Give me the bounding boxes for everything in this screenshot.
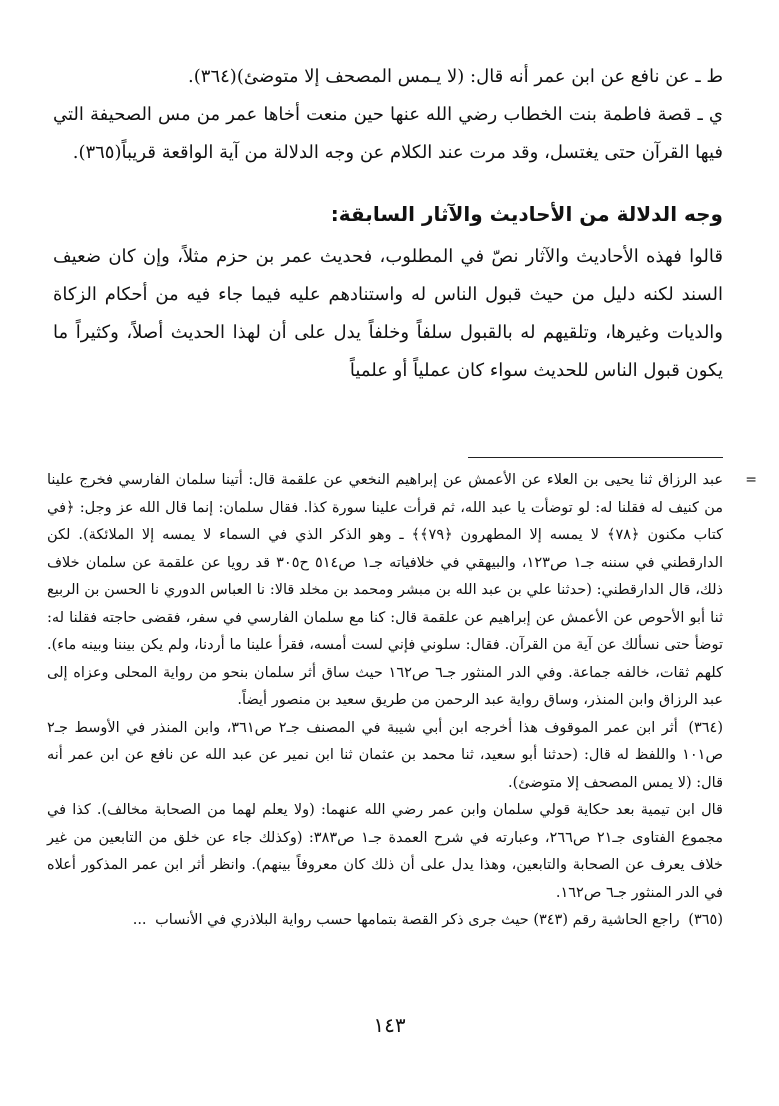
footnote-separator <box>468 457 723 458</box>
paragraph-ya: ي ـ قصة فاطمة بنت الخطاب رضي الله عنها حين منعت أخاها عمر من مس الصحيفة التي فيها القرآن حتى يغتسل، وقد مرت عند الكلام عن وجه الدلالة من آية الواقعة قريباً(٣٦٥). <box>53 104 723 163</box>
footnote-364-continued <box>47 797 723 907</box>
footnote-364-text-2: قال ابن تيمية بعد حكاية قولي سلمان وابن عمر رضي الله عنهما: (ولا يعلم لهما من الصحابة مخالف). كذا في مجموع الفتاوى جـ٢١ ص٢٦٦، وعبارته في شرح العمدة جـ١ ص٣٨٣: (وكذلك جاء عن خلق من التابعين من غير خلاف يعرف عن الصحابة والتابعين، وهذا يدل على أن ذلك كان معروفاً بينهم). وانظر أثر ابن عمر المذكور أعلاه في الدر المنثور جـ٦ ص١٦٢. <box>47 802 723 901</box>
footnote-365-number: (٣٦٥) <box>688 912 723 928</box>
footnotes-block <box>47 467 757 935</box>
section-heading: وجه الدلالة من الأحاديث والآثار السابقة: <box>330 202 723 226</box>
footnote-continued-text: عبد الرزاق ثنا يحيى بن العلاء عن الأعمش عن إبراهيم النخعي عن علقمة قال: أتينا سلمان الفارسي فخرج علينا من كنيف له فقلنا له: لو توضأت يا عبد الله، ثم قرأت علينا سورة كذا. فقال سلمان: إنما قال الله عز وجل: ﴿في كتاب مكنون ﴿٧٨﴾ لا يمسه إلا المطهرون ﴿٧٩﴾﴾ ـ وهو الذكر الذي في السماء لا يمسه إلا الملائكة). لكن الدارقطني في سننه جـ١ ص١٢٣، والبيهقي في خلافياته جـ١ ص٥١٤ ح٣٠٥ قد رويا عن علقمة عن سلمان خلاف ذلك، قال الدارقطني: (حدثنا علي بن عبد الله بن مبشر ومحمد بن مخلد قالا: نا العباس الدوري نا الحسن بن الربيع ثنا أبو الأحوص عن الأعمش عن إبراهيم عن علقمة قال: كنا مع سلمان الفارسي في سفر، فقضى حاجته فقلنا له: توضأ حتى نسألك عن آية من القرآن. فقال: سلوني فإني لست أمسه، فقرأ علينا ما أردنا، ولم يكن بيننا وبينه ماء). كلهم ثقات، خالفه جماعة. وفي الدر المنثور جـ٦ ص١٦٢ حيث ساق أثر سلمان بنحو من رواية المحلى وعزاه إلى عبد الرزاق وابن المنذر، وساق رواية عبد الرحمن من طريق سعيد بن منصور أيضاً. <box>47 472 724 708</box>
footnote-364-text: أثر ابن عمر الموقوف هذا أخرجه ابن أبي شيبة في المصنف جـ٢ ص٣٦١، وابن المنذر في الأوسط جـ٢ ص١٠١ واللفظ له قال: (حدثنا أبو سعيد، ثنا محمد بن عثمان ثنا ابن نمير عن عبد الله عن نافع عن ابن عمر أنه قال: (لا يمس المصحف إلا متوضئ). <box>47 719 723 791</box>
paragraph-argument: قالوا فهذه الأحاديث والآثار نصّ في المطلوب، فحديث عمر بن حزم مثلاً، وإن كان ضعيف السند لكنه دليل من حيث قبول الناس له واستنادهم عليه فيما جاء فيه من أحكام الزكاة والديات وغيرها، وتلقيهم له بالقبول سلفاً وخلفاً يدل على أن لهذا الحديث أصلاً، وكثيراً ما يكون قبول الناس للحديث سواء كان عملياً أو علمياً <box>53 246 723 381</box>
paragraph-ta: ط ـ عن نافع عن ابن عمر أنه قال: (لا يـمس المصحف إلا متوضئ)(٣٦٤). <box>188 66 723 87</box>
footnote-364-number: (٣٦٤) <box>688 719 724 736</box>
main-text-block <box>53 58 723 390</box>
footnote-365-text: راجع الحاشية رقم (٣٤٣) حيث جرى ذكر القصة بتمامها حسب رواية البلاذري في الأنساب <box>155 912 680 928</box>
footnote-365-ellipsis: ... <box>132 912 147 928</box>
footnote-continued <box>47 467 757 715</box>
page-number: ١٤٣ <box>373 1013 406 1037</box>
continuation-mark: = <box>745 472 757 488</box>
footnote-365 <box>47 907 723 935</box>
footnote-364 <box>47 715 723 798</box>
